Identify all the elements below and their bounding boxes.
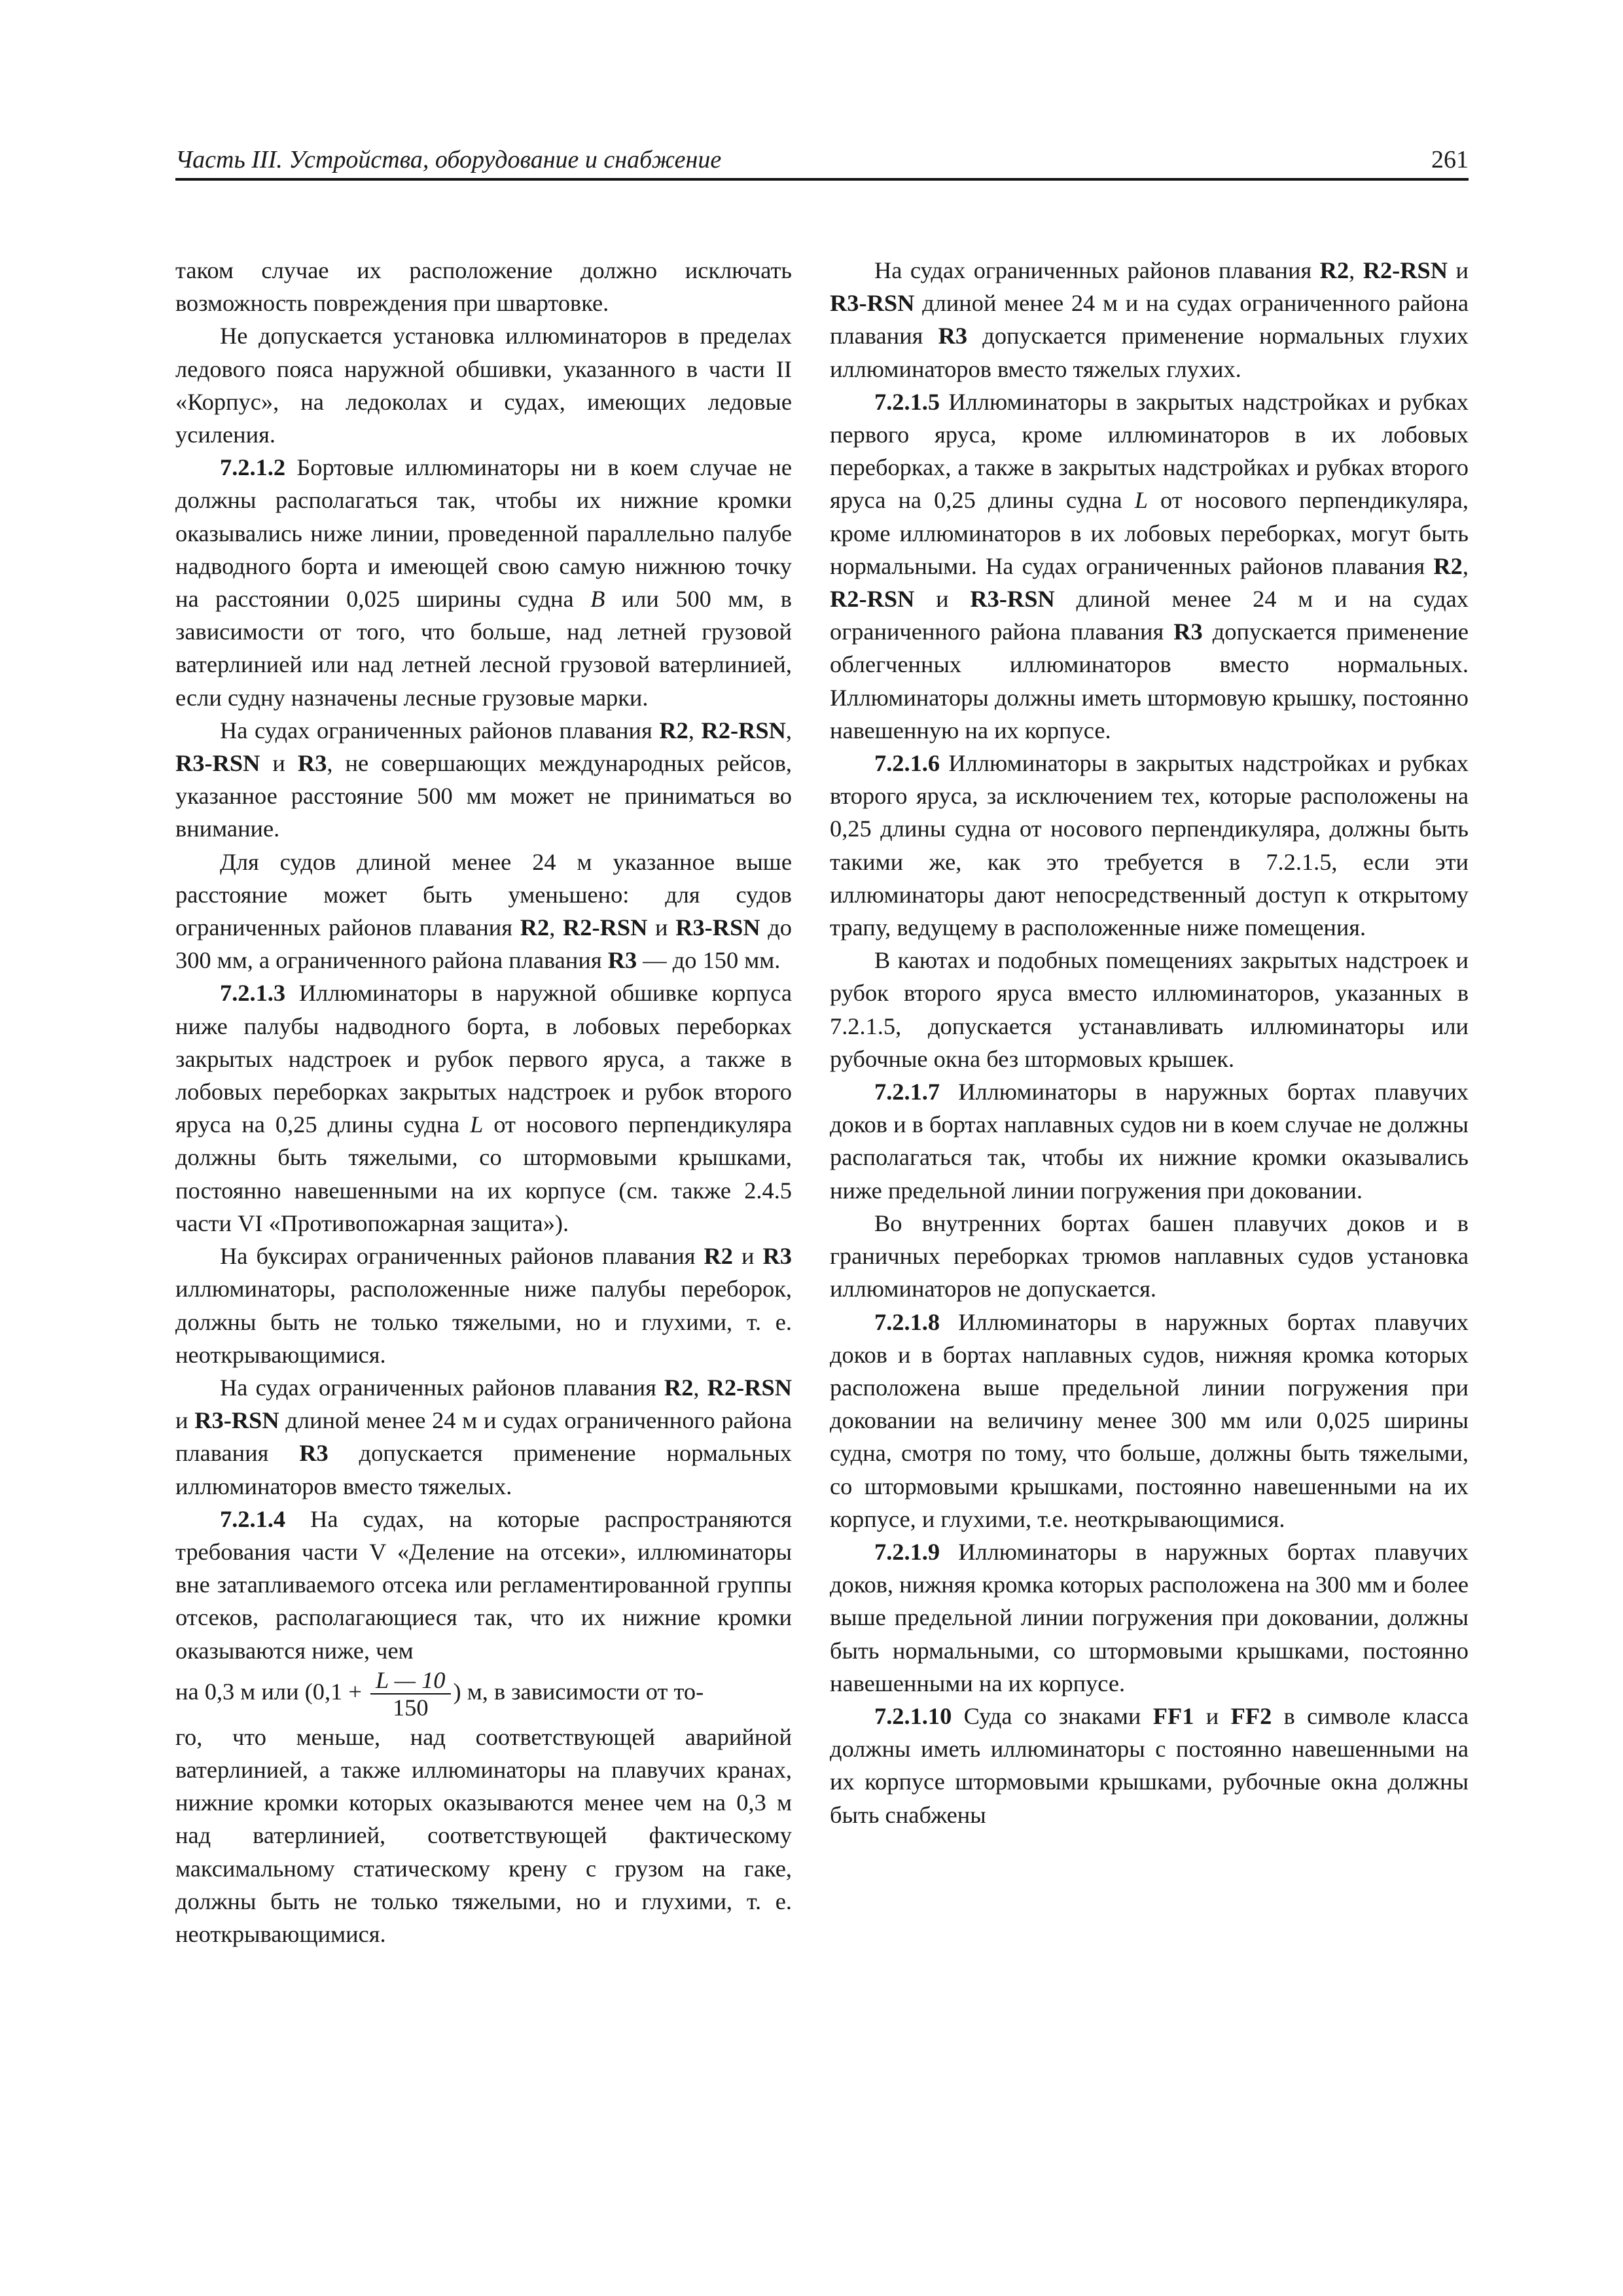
clause-number: 7.2.1.8 xyxy=(874,1308,940,1335)
running-header-title: Часть III. Устройства, оборудование и снабжение xyxy=(175,146,722,173)
clause-number: 7.2.1.9 xyxy=(874,1538,940,1565)
paragraph: 7.2.1.2 Бортовые иллюминаторы ни в коем случае не должны располагаться так, чтобы их нижние кромки оказывались ниже линии, проведенной параллельно палубе надводного борта и имеющей свою самую нижнюю точку на расстоянии 0,025 ширины судна B или 500 мм, в зависимости от того, что больше, над летней грузовой ватерлинией или над летней лесной грузовой ватерлинией, если судну назначены лесные грузовые марки. xyxy=(175,454,792,711)
right-column xyxy=(830,254,1469,1831)
formula-line: на 0,3 м или (0,1 + $\frac{L — 10}{150}$ ) м, в зависимости от то- xyxy=(175,1666,704,1721)
paragraph: 7.2.1.10 Суда со знаками FF1 и FF2 в символе класса должны иметь иллюминаторы с постоянно навешенными на их корпусе штормовыми крышками, рубочные окна должны быть снабжены xyxy=(830,1702,1469,1828)
clause-number: 7.2.1.3 xyxy=(220,980,286,1007)
paragraph: В каютах и подобных помещениях закрытых надстроек и рубок второго яруса вместо иллюминаторов, указанных в 7.2.1.5, допускается устанавливать иллюминаторы или рубочные окна без штормовых крышек. xyxy=(830,947,1469,1072)
paragraph: го, что меньше, над соответствующей аварийной ватерлинией, а также иллюминаторы на плавучих кранах, нижние кромки которых оказываются менее чем на 0,3 м над ватерлинией, соответствующей фактическому максимальному статическому крену с грузом на гаке, должны быть не только тяжелыми, но и глухими, т. е. неоткрывающимися. xyxy=(175,1723,792,1947)
running-header xyxy=(175,145,1469,181)
clause-number: 7.2.1.6 xyxy=(874,750,940,777)
paragraph: На судах ограниченных районов плавания R2, R2-RSN и R3-RSN длиной менее 24 м и судах ограниченного района плавания R3 допускается применение нормальных иллюминаторов вместо тяжелых. xyxy=(175,1374,792,1499)
page-number: 261 xyxy=(1431,146,1469,173)
paragraph: На буксирах ограниченных районов плавания R2 и R3 иллюминаторы, расположенные ниже палубы переборок, должны быть не только тяжелыми, но и глухими, т. е. неоткрывающимися. xyxy=(175,1243,792,1368)
paragraph: На судах ограниченных районов плавания R2, R2-RSN и R3-RSN длиной менее 24 м и на судах ограниченного района плавания R3 допускается применение нормальных глухих иллюминаторов вместо тяжелых глухих. xyxy=(830,257,1469,382)
clause-number: 7.2.1.5 xyxy=(874,388,940,415)
paragraph: Не допускается установка иллюминаторов в пределах ледового пояса наружной обшивки, указанного в части II «Корпус», на ледоколах и судах, имеющих ледовые усиления. xyxy=(175,323,792,448)
paragraph: 7.2.1.6 Иллюминаторы в закрытых надстройках и рубках второго яруса, за исключением тех, которые расположены на 0,25 длины судна от носового перпендикуляра, должны быть такими же, как это требуется в 7.2.1.5, если эти иллюминаторы дают непосредственный доступ к открытому трапу, ведущему в расположенные ниже помещения. xyxy=(830,750,1469,941)
left-column xyxy=(175,254,792,1950)
paragraph: 7.2.1.3 Иллюминаторы в наружной обшивке корпуса ниже палубы надводного борта, в лобовых переборках закрытых надстроек и рубок первого яруса, а также в лобовых переборках закрытых надстроек и рубок второго яруса на 0,25 длины судна L от носового перпендикуляра должны быть тяжелыми, со штормовыми крышками, постоянно навешенными на их корпусе (см. также 2.4.5 части VI «Противопожарная защита»). xyxy=(175,980,792,1236)
paragraph: 7.2.1.9 Иллюминаторы в наружных бортах плавучих доков, нижняя кромка которых расположена на 300 мм и более выше предельной линии погружения при доковании, должны быть нормальными, со штормовыми крышками, постоянно навешенными на их корпусе. xyxy=(830,1538,1469,1696)
clause-number: 7.2.1.10 xyxy=(874,1702,952,1729)
paragraph: таком случае их расположение должно исключать возможность повреждения при швартовке. xyxy=(175,257,792,317)
paragraph: На судах ограниченных районов плавания R2, R2-RSN, R3-RSN и R3, не совершающих международных рейсов, указанное расстояние 500 мм может не приниматься во внимание. xyxy=(175,717,792,842)
paragraph: 7.2.1.8 Иллюминаторы в наружных бортах плавучих доков и в бортах наплавных судов, нижняя кромка которых расположена выше предельной линии погружения при доковании на величину менее 300 мм или 0,025 ширины судна, смотря по тому, что больше, должны быть тяжелыми, со штормовыми крышками, постоянно навешенными на их корпусе, и глухими, т.е. неоткрывающимися. xyxy=(830,1308,1469,1532)
clause-number: 7.2.1.2 xyxy=(220,454,286,481)
clause-number: 7.2.1.7 xyxy=(874,1079,940,1105)
paragraph: 7.2.1.5 Иллюминаторы в закрытых надстройках и рубках первого яруса, кроме иллюминаторов в их лобовых переборках, а также в закрытых надстройках и рубках второго яруса на 0,25 длины судна L от носового перпендикуляра, кроме иллюминаторов в их лобовых переборках, могут быть нормальными. На судах ограниченных районов плавания R2, R2-RSN и R3-RSN длиной менее 24 м и на судах ограниченного района плавания R3 допускается применение облегченных иллюминаторов вместо нормальных. Иллюминаторы должны иметь штормовую крышку, постоянно навешенную на их корпусе. xyxy=(830,388,1469,744)
clause-number: 7.2.1.4 xyxy=(220,1505,286,1532)
paragraph: Для судов длиной менее 24 м указанное выше расстояние может быть уменьшено: для судов ограниченных районов плавания R2, R2-RSN и R3-RSN до 300 мм, а ограниченного района плавания R3 — до 150 мм. xyxy=(175,848,792,974)
fraction: $\frac{L — 10}{150}$ xyxy=(370,1667,451,1721)
paragraph: 7.2.1.7 Иллюминаторы в наружных бортах плавучих доков и в бортах наплавных судов ни в коем случае не должны располагаться так, чтобы их нижние кромки оказывались ниже предельной линии погружения при доковании. xyxy=(830,1079,1469,1204)
paragraph: Во внутренних бортах башен плавучих доков и в граничных переборках трюмов наплавных судов установка иллюминаторов не допускается. xyxy=(830,1210,1469,1302)
paragraph: 7.2.1.4 На судах, на которые распространяются требования части V «Деление на отсеки», иллюминаторы вне затапливаемого отсека или регламентированной группы отсеков, располагающиеся так, что их нижние кромки оказываются ниже, чем xyxy=(175,1505,792,1664)
